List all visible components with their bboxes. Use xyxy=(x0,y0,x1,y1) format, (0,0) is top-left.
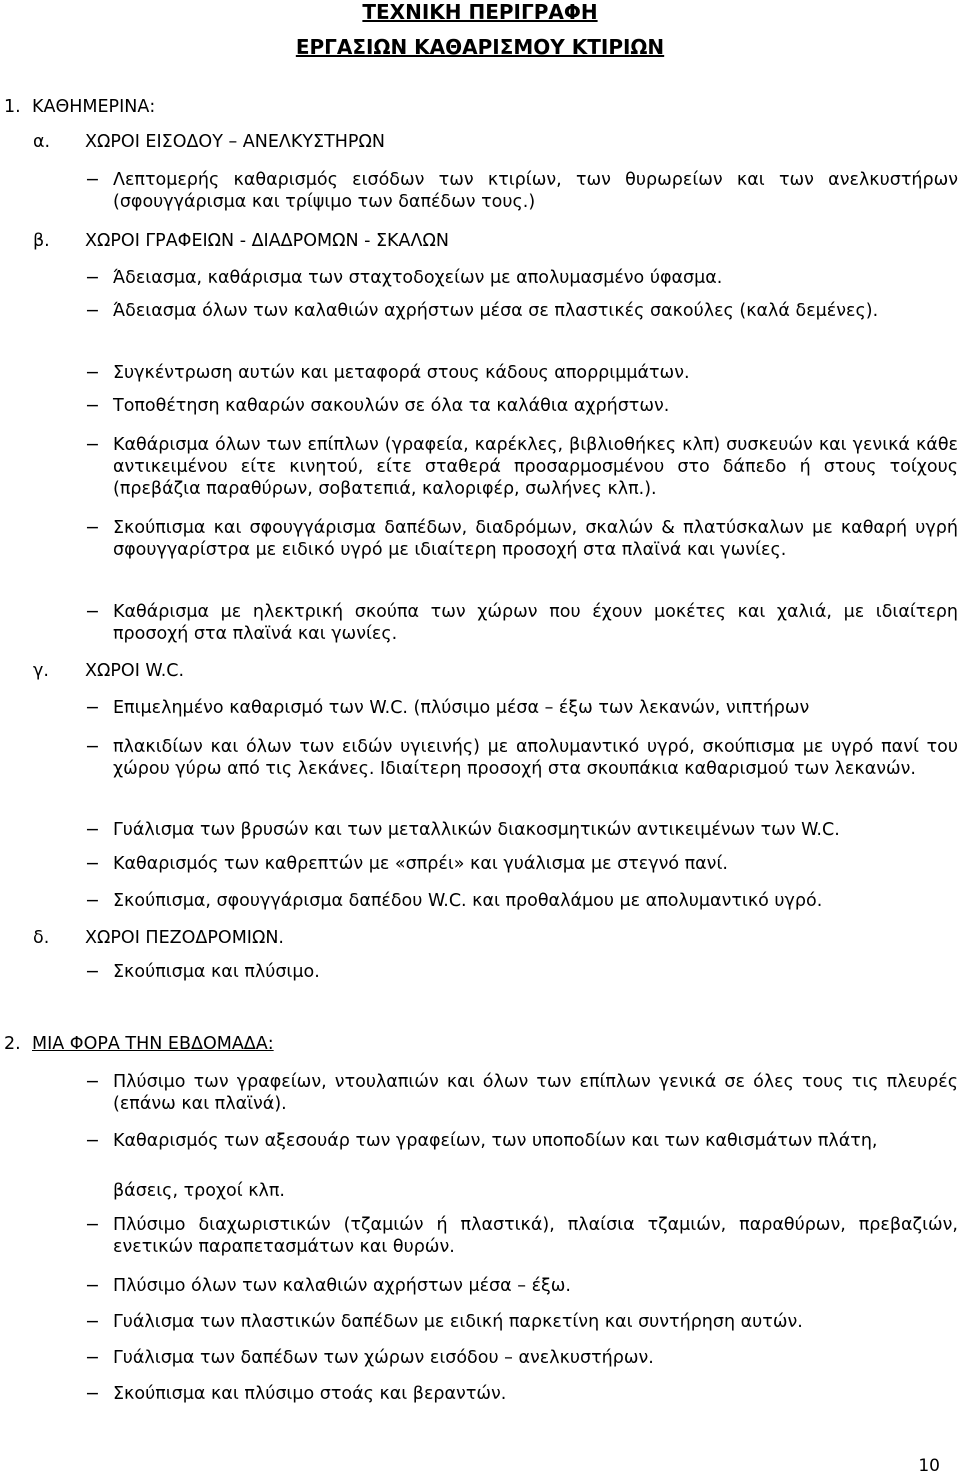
item-text: πλακιδίων και όλων των ειδών υγιεινής) με απολυμαντικό υγρό, σκούπισμα με υγρό πανί του χώρου γύρω από τις λεκάνες. Ιδιαίτερη προσοχή στα σκουπάκια καθαρισμού των λεκανών. xyxy=(113,737,958,779)
dash-bullet: − xyxy=(85,962,100,982)
document-subtitle: ΕΡΓΑΣΙΩΝ ΚΑΘΑΡΙΣΜΟΥ ΚΤΙΡΙΩΝ xyxy=(295,35,665,59)
item-text: Άδειασμα όλων των καλαθιών αχρήστων μέσα σε πλαστικές σακούλες (καλά δεμένες). xyxy=(113,301,879,321)
item-text: Γυάλισμα των δαπέδων των χώρων εισόδου – ανελκυστήρων. xyxy=(113,1348,654,1368)
dash-bullet: − xyxy=(85,435,100,455)
item-text: Πλύσιμο των γραφείων, ντουλαπιών και όλων των επίπλων γενικά σε όλες τους τις πλευρές (επάνω και πλαϊνά). xyxy=(113,1072,958,1114)
item-text: Τοποθέτηση καθαρών σακουλών σε όλα τα καλάθια αχρήστων. xyxy=(113,396,670,416)
dash-bullet: − xyxy=(85,854,100,874)
item-text: Καθαρισμός των καθρεπτών με «σπρέι» και γυάλισμα με στεγνό πανί. xyxy=(113,854,728,874)
section-number: 2. xyxy=(4,1034,21,1054)
dash-bullet: − xyxy=(85,1215,100,1235)
item-text: Καθαρισμός των αξεσουάρ των γραφείων, των υποποδίων και των καθισμάτων πλάτη, xyxy=(113,1131,878,1151)
subsection-title: ΧΩΡΟΙ ΕΙΣΟΔΟΥ – ΑΝΕΛΚΥΣΤΗΡΩΝ xyxy=(85,132,385,152)
item-text: Πλύσιμο όλων των καλαθιών αχρήστων μέσα – έξω. xyxy=(113,1276,571,1296)
item-text: Λεπτομερής καθαρισμός εισόδων των κτιρίων, των θυρωρείων και των ανελκυστήρων (σφουγγάρισμα και τρίψιμο των δαπέδων τους.) xyxy=(113,170,958,212)
page-number: 10 xyxy=(918,1456,940,1476)
dash-bullet: − xyxy=(85,698,100,718)
document-title: ΤΕΧΝΙΚΗ ΠΕΡΙΓΡΑΦΗ xyxy=(362,0,598,24)
subsection-title: ΧΩΡΟΙ ΠΕΖΟΔΡΟΜΙΩΝ. xyxy=(85,928,284,948)
item-text: Σκούπισμα, σφουγγάρισμα δαπέδου W.C. και προθαλάμου με απολυμαντικό υγρό. xyxy=(113,891,823,911)
item-text: Επιμελημένο καθαρισμό των W.C. (πλύσιμο μέσα – έξω των λεκανών, νιπτήρων xyxy=(113,698,810,718)
dash-bullet: − xyxy=(85,363,100,383)
dash-bullet: − xyxy=(85,1131,100,1151)
section-number: 1. xyxy=(4,97,21,117)
dash-bullet: − xyxy=(85,820,100,840)
dash-bullet: − xyxy=(85,1348,100,1368)
item-text: βάσεις, τροχοί κλπ. xyxy=(113,1181,285,1201)
section-title: ΚΑΘΗΜΕΡΙΝΑ: xyxy=(32,97,156,117)
dash-bullet: − xyxy=(85,268,100,288)
dash-bullet: − xyxy=(85,1072,100,1092)
item-text: Σκούπισμα και πλύσιμο στοάς και βεραντών. xyxy=(113,1384,507,1404)
item-text: Καθάρισμα με ηλεκτρική σκούπα των χώρων που έχουν μοκέτες και χαλιά, με ιδιαίτερη προσοχή στα πλαϊνά και γωνίες. xyxy=(113,602,958,644)
dash-bullet: − xyxy=(85,170,100,190)
dash-bullet: − xyxy=(85,737,100,757)
dash-bullet: − xyxy=(85,1276,100,1296)
subsection-letter: δ. xyxy=(33,928,50,948)
item-text: Άδειασμα, καθάρισμα των σταχτοδοχείων με απολυμασμένο ύφασμα. xyxy=(113,268,723,288)
subsection-letter: α. xyxy=(33,132,51,152)
item-text: Πλύσιμο διαχωριστικών (τζαμιών ή πλαστικά), πλαίσια τζαμιών, παραθύρων, πρεβαζιών, ενετικών παραπετασμάτων και θυρών. xyxy=(113,1215,958,1257)
dash-bullet: − xyxy=(85,1312,100,1332)
item-text: Γυάλισμα των βρυσών και των μεταλλικών διακοσμητικών αντικειμένων των W.C. xyxy=(113,820,840,840)
dash-bullet: − xyxy=(85,602,100,622)
item-text: Σκούπισμα και σφουγγάρισμα δαπέδων, διαδρόμων, σκαλών & πλατύσκαλων με καθαρή υγρή σφουγγαρίστρα με ειδικό υγρό με ιδιαίτερη προσοχή στα πλαϊνά και γωνίες. xyxy=(113,518,958,560)
dash-bullet: − xyxy=(85,891,100,911)
item-text: Συγκέντρωση αυτών και μεταφορά στους κάδους απορριμμάτων. xyxy=(113,363,690,383)
subsection-letter: γ. xyxy=(33,661,49,681)
subsection-letter: β. xyxy=(33,231,50,251)
subsection-title: ΧΩΡΟΙ ΓΡΑΦΕΙΩΝ - ΔΙΑΔΡΟΜΩΝ - ΣΚΑΛΩΝ xyxy=(85,231,449,251)
dash-bullet: − xyxy=(85,518,100,538)
item-text: Σκούπισμα και πλύσιμο. xyxy=(113,962,320,982)
item-text: Καθάρισμα όλων των επίπλων (γραφεία, καρέκλες, βιβλιοθήκες κλπ) συσκευών και γενικά κάθε αντικειμένου είτε κινητού, είτε σταθερά προσαρμοσμένου στο δάπεδο ή στους τοίχους (πρεβάζια παραθύρων, σοβατεπιά, καλοριφέρ, σωλήνες κλπ.). xyxy=(113,435,958,499)
item-text: Γυάλισμα των πλαστικών δαπέδων με ειδική παρκετίνη και συντήρηση αυτών. xyxy=(113,1312,803,1332)
dash-bullet: − xyxy=(85,1384,100,1404)
subsection-title: ΧΩΡΟΙ W.C. xyxy=(85,661,185,681)
section-title: ΜΙΑ ΦΟΡΑ ΤΗΝ ΕΒΔΟΜΑΔΑ: xyxy=(32,1034,274,1054)
dash-bullet: − xyxy=(85,301,100,321)
dash-bullet: − xyxy=(85,396,100,416)
